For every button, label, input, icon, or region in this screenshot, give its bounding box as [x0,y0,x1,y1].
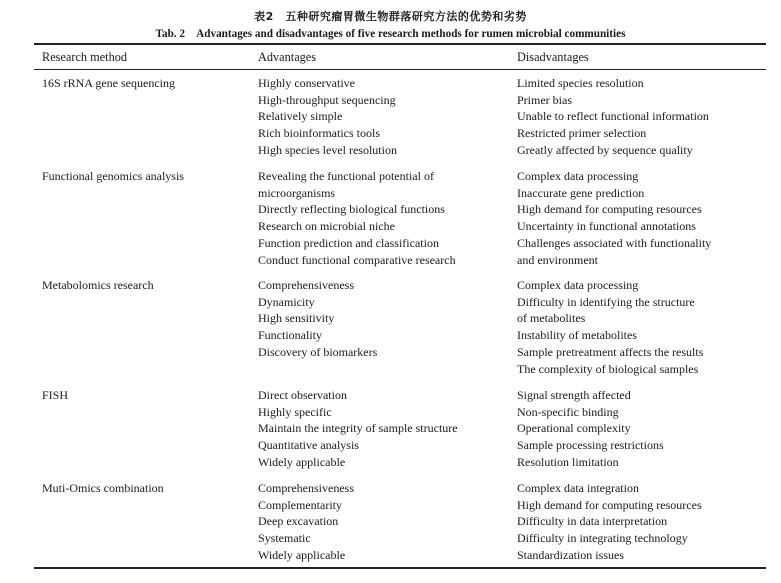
disadvantage-item: Greatly affected by sequence quality [517,142,693,157]
disadvantage-item: Limited species resolution [517,76,644,90]
disadvantage-item: and environment [517,252,598,267]
table-bottom-rule [34,567,766,569]
row-disadvantages-list [517,277,703,377]
advantage-item: High-throughput sequencing [258,92,396,107]
disadvantage-item: Difficulty in identifying the structure [517,294,695,309]
advantage-item: Complementarity [258,497,342,512]
table-top-rule [34,43,766,45]
row-method: FISH [42,388,69,402]
row-method: Muti-Omics combination [42,481,164,495]
disadvantage-item: Complex data integration [517,481,639,495]
disadvantage-item: High demand for computing resources [517,497,702,512]
advantage-item: Widely applicable [258,547,346,562]
advantage-item: Comprehensiveness [258,481,354,495]
row-advantages-list [258,387,458,471]
disadvantage-item: Complex data processing [517,278,639,292]
header-disadvantages: Disadvantages [517,50,589,64]
disadvantage-item: Resolution limitation [517,454,619,469]
advantage-item: Rich bioinformatics tools [258,126,380,141]
row-disadvantages-list [517,168,711,268]
disadvantage-item: of metabolites [517,311,586,326]
advantage-item: High species level resolution [258,142,397,157]
advantage-item: Maintain the integrity of sample structure [258,421,458,436]
disadvantage-item: Sample pretreatment affects the results [517,344,704,359]
advantage-item: Systematic [258,531,311,546]
table-caption-english: Tab. 2 Advantages and disadvantages of five research methods for rumen microbial communities [155,28,626,40]
disadvantage-item: Sample processing restrictions [517,438,664,453]
disadvantage-item: Unable to reflect functional information [517,109,709,124]
header-advantages: Advantages [258,50,317,64]
table-caption-chinese: 表2 五种研究瘤胃微生物群落研究方法的优势和劣势 [254,10,527,23]
row-disadvantages-list [517,480,702,564]
advantage-item: Highly specific [258,404,332,419]
advantage-item: Relatively simple [258,109,343,124]
advantage-item: Dynamicity [258,294,315,309]
row-advantages-list [258,480,354,564]
advantage-item: Quantitative analysis [258,438,359,453]
disadvantage-item: Non-specific binding [517,404,619,419]
disadvantage-item: Standardization issues [517,547,624,562]
row-advantages-list [258,75,397,159]
advantage-item: microorganisms [258,185,336,200]
advantage-item: Deep excavation [258,514,339,529]
row-method: Functional genomics analysis [42,169,184,183]
advantage-item: High sensitivity [258,311,335,326]
disadvantage-item: Uncertainty in functional annotations [517,219,696,234]
advantage-item: Revealing the functional potential of [258,169,434,183]
disadvantage-item: Inaccurate gene prediction [517,185,645,200]
advantage-item: Functionality [258,328,322,343]
advantage-item: Discovery of biomarkers [258,344,378,359]
advantage-item: Research on microbial niche [258,219,395,234]
row-method: 16S rRNA gene sequencing [42,76,175,90]
row-method: Metabolomics research [42,278,154,292]
row-advantages-list [258,277,377,361]
advantage-item: Conduct functional comparative research [258,252,456,267]
disadvantage-item: The complexity of biological samples [517,361,699,376]
disadvantage-item: High demand for computing resources [517,202,702,217]
disadvantage-item: Difficulty in integrating technology [517,531,688,546]
disadvantage-item: Signal strength affected [517,388,631,402]
disadvantage-item: Operational complexity [517,421,631,436]
advantage-item: Highly conservative [258,76,355,90]
advantage-item: Function prediction and classification [258,235,439,250]
advantage-item: Directly reflecting biological functions [258,202,445,217]
row-advantages-list [258,168,456,268]
disadvantage-item: Instability of metabolites [517,328,637,343]
table-header-rule [34,69,766,70]
disadvantage-item: Challenges associated with functionality [517,235,712,250]
advantage-item: Comprehensiveness [258,278,354,292]
disadvantage-item: Primer bias [517,92,572,107]
disadvantage-item: Restricted primer selection [517,126,647,141]
row-disadvantages-list [517,387,664,471]
advantage-item: Widely applicable [258,454,346,469]
disadvantage-item: Complex data processing [517,169,639,183]
row-disadvantages-list [517,75,709,159]
header-research-method: Research method [42,50,128,64]
disadvantage-item: Difficulty in data interpretation [517,514,668,529]
advantage-item: Direct observation [258,388,347,402]
